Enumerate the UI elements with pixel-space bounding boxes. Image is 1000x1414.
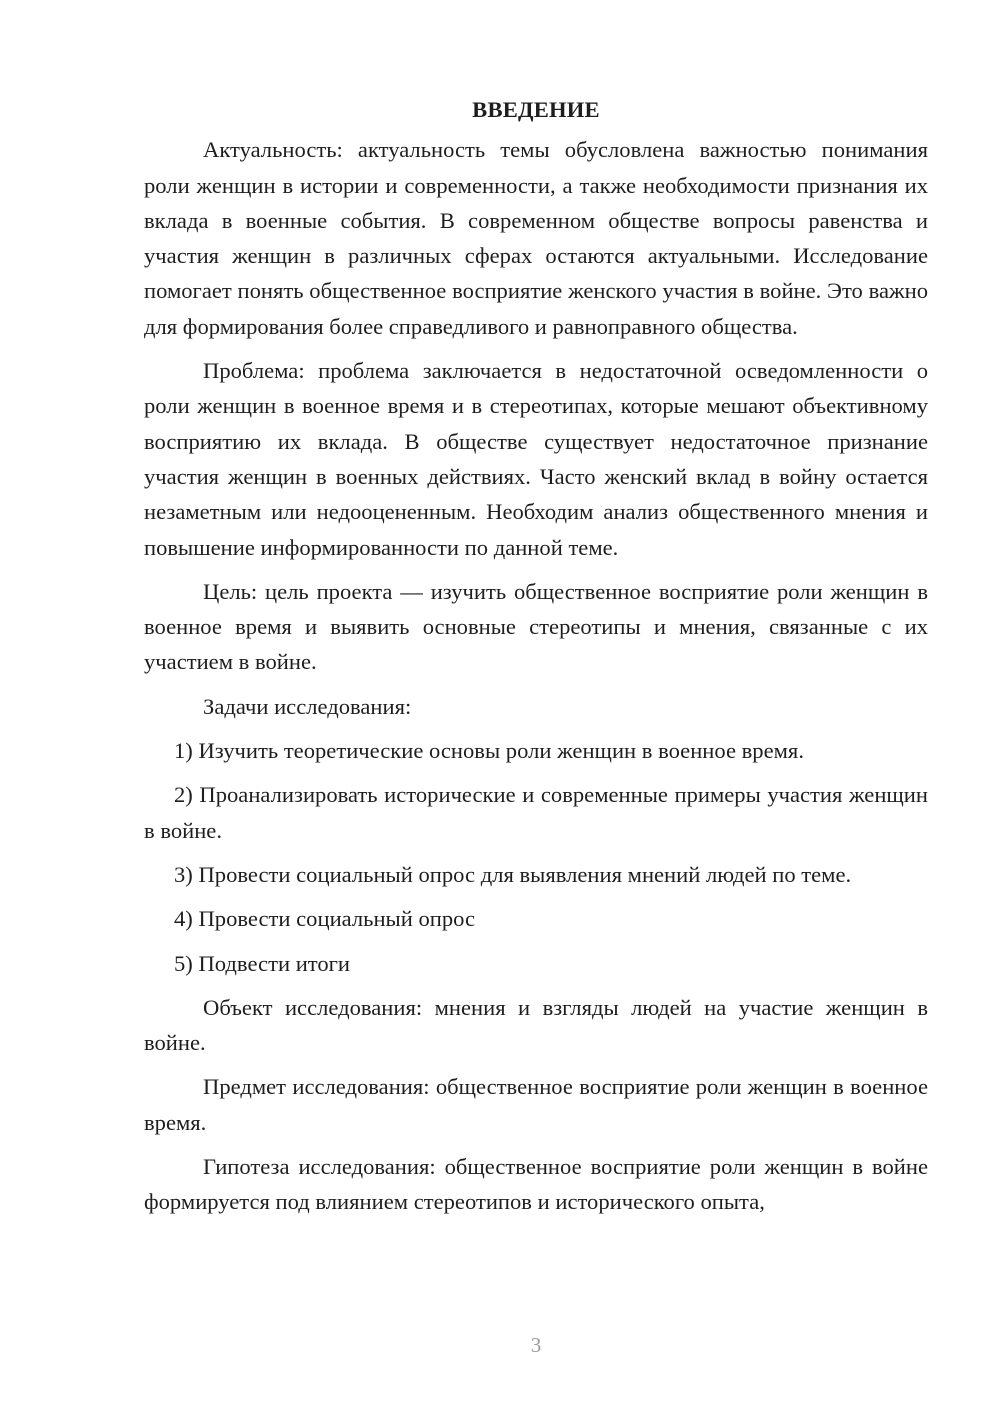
task-item-4: 4) Провести социальный опрос [174,906,476,932]
task-item-2: 2) Проанализировать исторические и современные примеры участия женщин в войне. [144,782,928,843]
paragraph-subject: Предмет исследования: общественное восприятие роли женщин в военное время. [144,1074,928,1135]
paragraph-object: Объект исследования: мнения и взгляды людей на участие женщин в войне. [144,994,928,1056]
task-item-3: 3) Провести социальный опрос для выявления мнений людей по теме. [174,861,852,887]
paragraph-relevance: Актуальность: актуальность темы обусловлена важностью понимания роли женщин в истории и современности, а также необходимости признания их вклада в военные события. В современном обществе вопросы равенства и участия женщин в различных сферах остаются актуальными. Исследование помогает понять общественное восприятие женского участия в войне. Это важно для формирования более справедливого и равноправного общества. [144,137,928,339]
page-number: 3 [530,1333,542,1357]
task-item-5: 5) Подвести итоги [174,950,351,976]
task-item-1: 1) Изучить теоретические основы роли женщин в военное время. [174,738,804,764]
section-heading: ВВЕДЕНИЕ [472,97,600,122]
paragraph-hypothesis: Гипотеза исследования: общественное восприятие роли женщин в войне формируется под влиянием стереотипов и исторического опыта, [144,1154,928,1215]
paragraph-problem: Проблема: проблема заключается в недостаточной осведомленности о роли женщин в военное время и в стереотипах, которые мешают объективному восприятию их вклада. В обществе существует недостаточное признание участия женщин в военных действиях. Часто женский вклад в войну остается незаметным или недооцененным. Необходим анализ общественного мнения и повышение информированности по данной теме. [144,358,928,560]
paragraph-goal: Цель: цель проекта — изучить общественное восприятие роли женщин в военное время и выявить основные стереотипы и мнения, связанные с их участием в войне. [144,578,928,675]
document-body [144,92,928,1229]
tasks-title: Задачи исследования: [203,693,412,719]
